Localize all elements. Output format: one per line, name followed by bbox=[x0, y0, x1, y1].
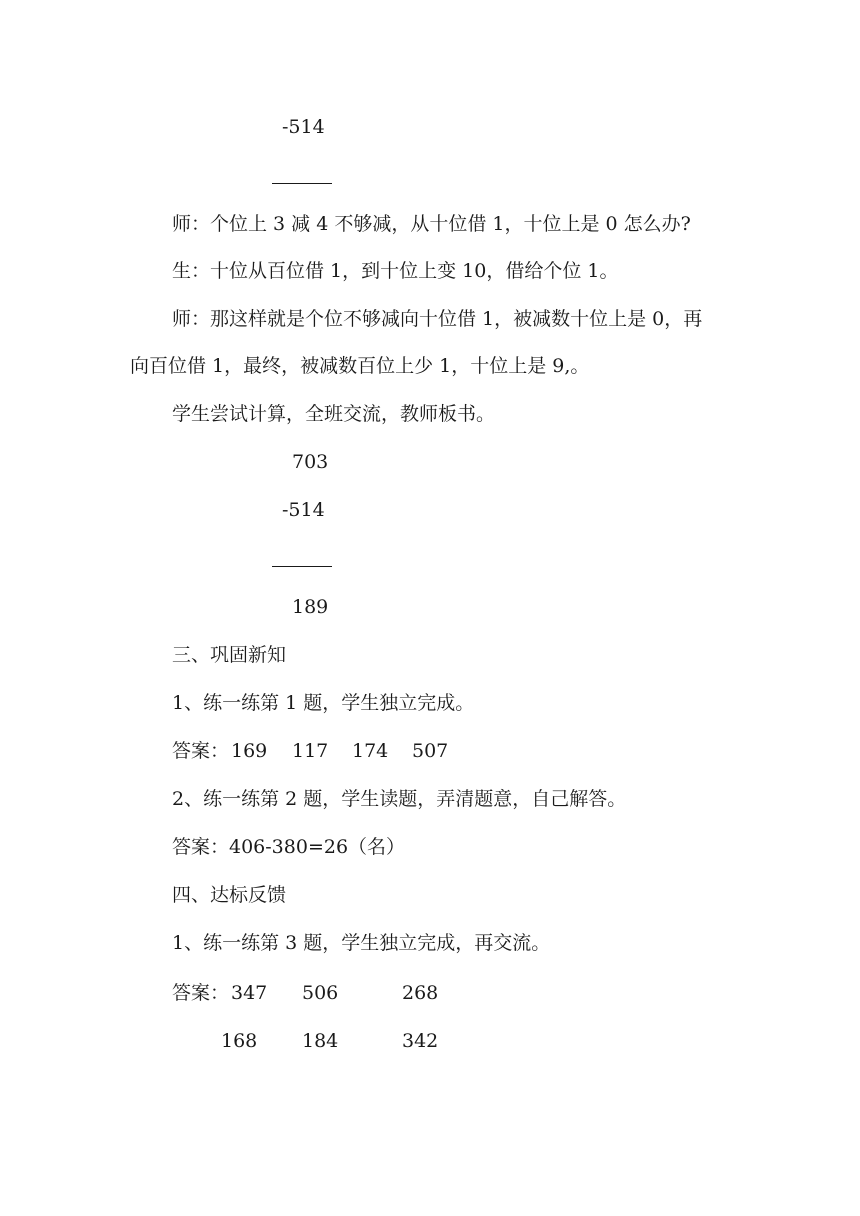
student-try-text: 学生尝试计算，全班交流，教师板书。 bbox=[172, 403, 496, 425]
section3-answer-3: 174 bbox=[352, 740, 389, 762]
calc1-rule bbox=[272, 183, 332, 184]
section3-exercise2: 2、练一练第 2 题，学生读题，弄清题意，自己解答。 bbox=[172, 788, 627, 810]
section4-row1-answer-2: 506 bbox=[302, 982, 339, 1004]
student-answer: 生：十位从百位借 1，到十位上变 10，借给个位 1。 bbox=[172, 260, 619, 282]
teacher-question: 师：个位上 3 减 4 不够减，从十位借 1，十位上是 0 怎么办? bbox=[172, 213, 691, 235]
section4-row2-answer-3: 342 bbox=[402, 1030, 439, 1052]
calc2-result: 189 bbox=[292, 596, 329, 618]
section3-heading: 三、巩固新知 bbox=[172, 644, 287, 666]
calc2-minuend: 703 bbox=[292, 451, 329, 473]
calc1-subtrahend: -514 bbox=[282, 116, 325, 138]
section3-exercise2-answer: 答案：406-380=26（名） bbox=[172, 836, 406, 858]
section4-row2-answer-1: 168 bbox=[221, 1030, 258, 1052]
section4-heading: 四、达标反馈 bbox=[172, 884, 287, 906]
section4-row1-answer-3: 268 bbox=[402, 982, 439, 1004]
section4-row2-answer-2: 184 bbox=[302, 1030, 339, 1052]
calc2-subtrahend: -514 bbox=[282, 499, 325, 521]
section3-answer-1: 169 bbox=[231, 740, 268, 762]
section4-row1-answer-1: 347 bbox=[231, 982, 268, 1004]
teacher-summary-line2: 向百位借 1，最终，被减数百位上少 1，十位上是 9,。 bbox=[130, 355, 590, 377]
section3-answer-label: 答案： bbox=[172, 740, 230, 762]
section4-exercise1: 1、练一练第 3 题，学生独立完成，再交流。 bbox=[172, 932, 551, 954]
calc2-rule bbox=[272, 566, 332, 567]
section4-answer-label: 答案： bbox=[172, 982, 230, 1004]
section3-answer-4: 507 bbox=[412, 740, 449, 762]
teacher-summary-line1: 师：那这样就是个位不够减向十位借 1，被减数十位上是 0，再 bbox=[172, 308, 703, 330]
section3-exercise1: 1、练一练第 1 题，学生独立完成。 bbox=[172, 692, 475, 714]
section3-answer-2: 117 bbox=[292, 740, 329, 762]
